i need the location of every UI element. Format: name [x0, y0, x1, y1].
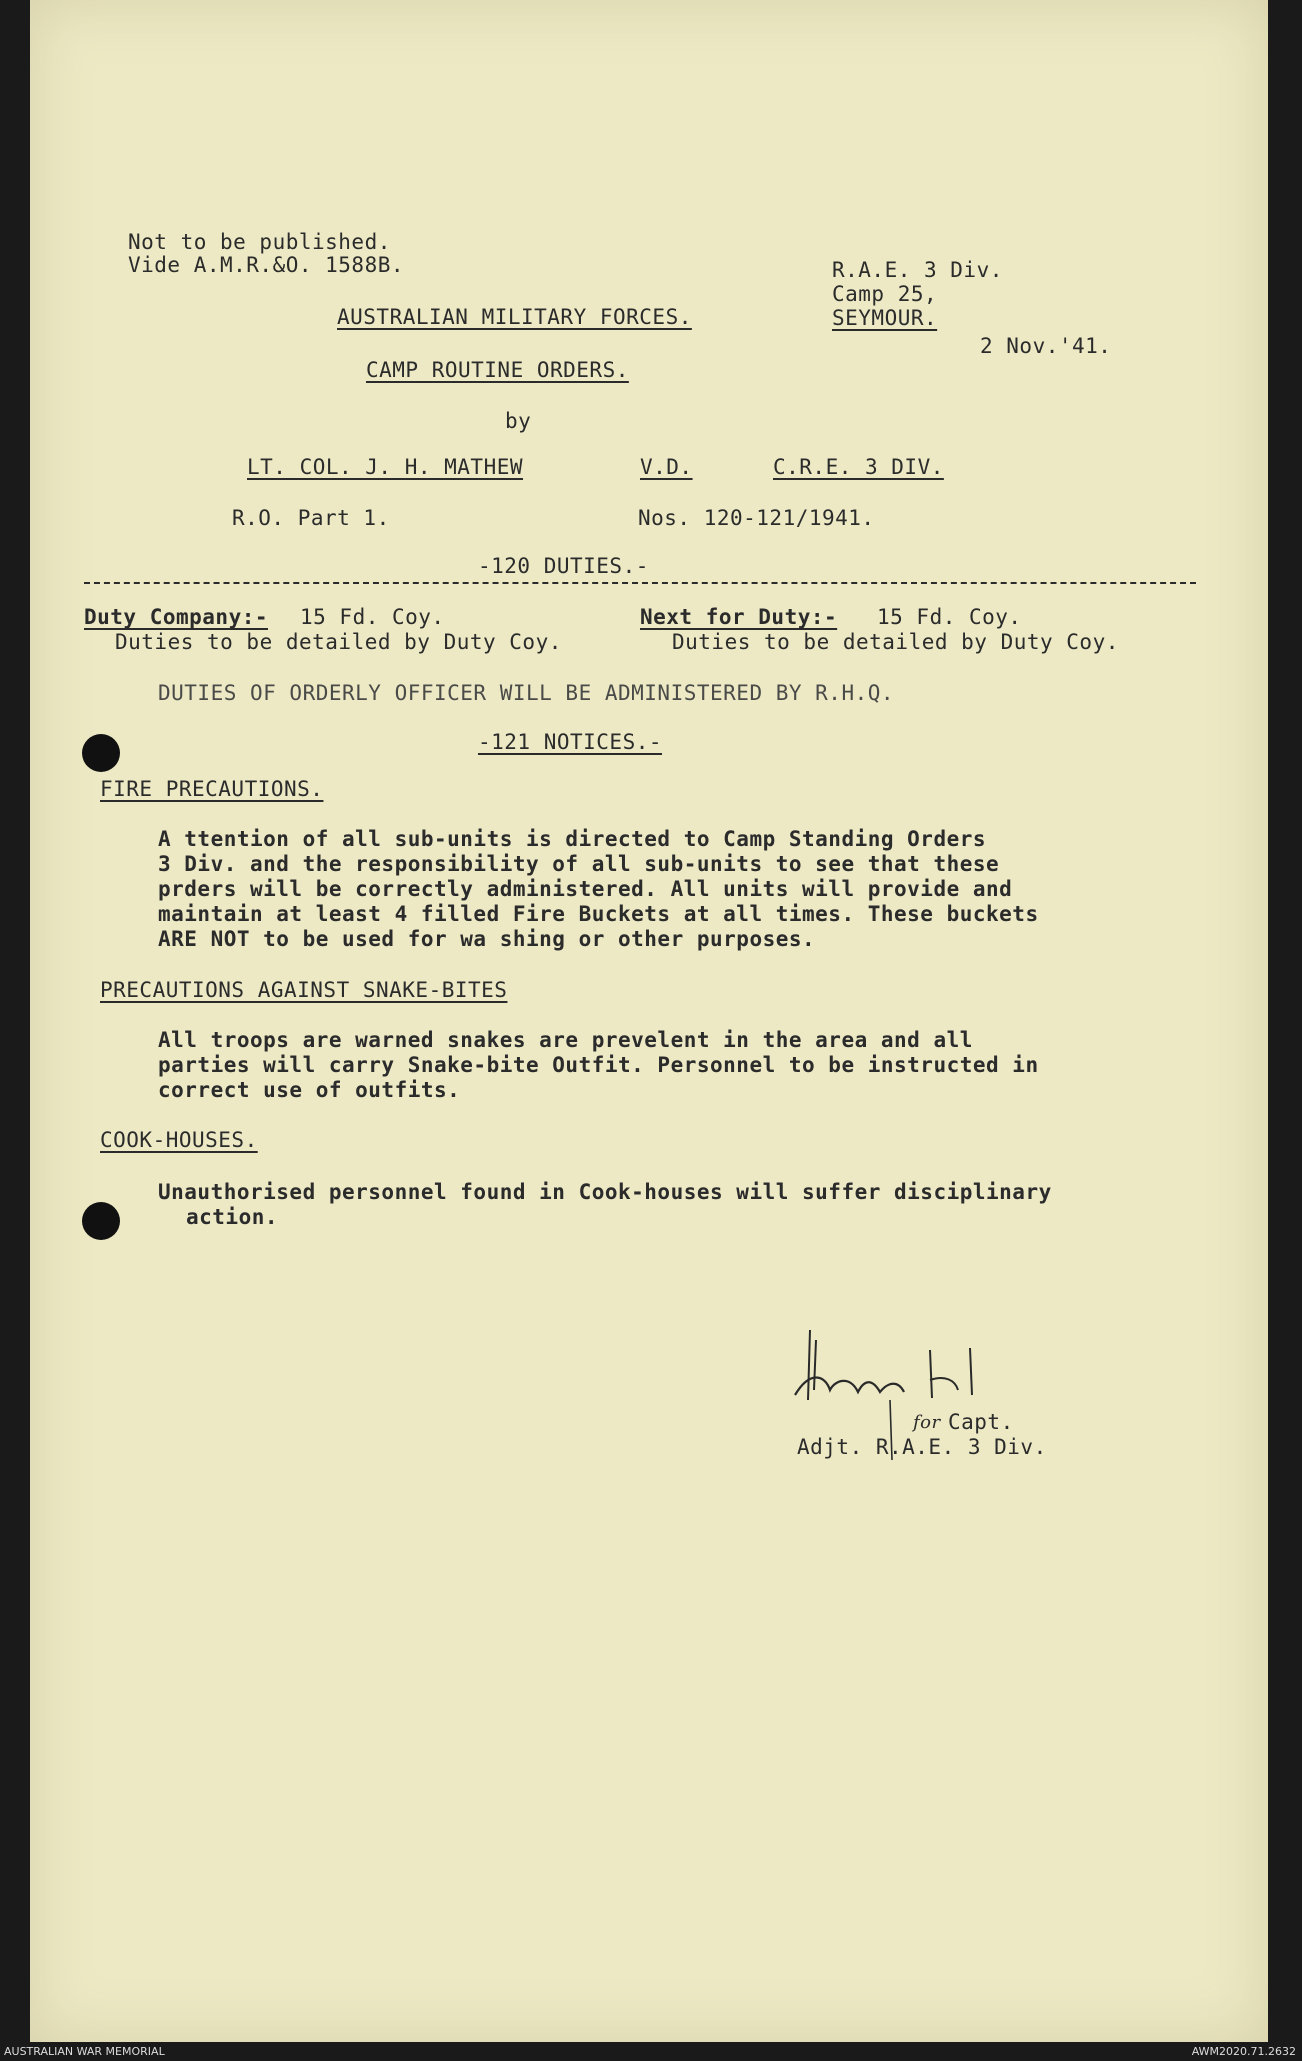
- orders-title: CAMP ROUTINE ORDERS.: [366, 358, 629, 382]
- fire-line: maintain at least 4 filled Fire Buckets at all times. These buckets: [158, 902, 1039, 926]
- camp-address: Camp 25,: [832, 282, 938, 306]
- duty-company-note: Duties to be detailed by Duty Coy.: [115, 630, 562, 654]
- signatory-rank: Capt.: [948, 1410, 1014, 1434]
- fire-line: A ttention of all sub-units is directed to Camp Standing Orders: [158, 827, 987, 851]
- orderly-officer-notice: DUTIES OF ORDERLY OFFICER WILL BE ADMINISTERED BY R.H.Q.: [158, 681, 895, 705]
- part-label: R.O. Part 1.: [232, 506, 390, 530]
- snake-line: All troops are warned snakes are prevelent in the area and all: [158, 1028, 973, 1052]
- officer-name: LT. COL. J. H. MATHEW: [247, 455, 524, 479]
- notices-heading: -121 NOTICES.-: [478, 730, 663, 754]
- duty-company-value: 15 Fd. Coy.: [300, 605, 445, 629]
- fire-line: ARE NOT to be used for wa shing or other purposes.: [158, 927, 816, 951]
- punch-hole-top: [82, 734, 120, 772]
- organisation-title: AUSTRALIAN MILITARY FORCES.: [337, 305, 692, 329]
- officer-appointment: C.R.E. 3 DIV.: [773, 455, 944, 479]
- order-numbers: Nos. 120-121/1941.: [638, 506, 875, 530]
- section-divider: [84, 582, 1196, 584]
- footer-institution: AUSTRALIAN WAR MEMORIAL: [4, 2045, 165, 2058]
- snake-line: correct use of outfits.: [158, 1078, 461, 1102]
- cook-line: action.: [186, 1205, 279, 1229]
- duties-heading: -120 DUTIES.-: [478, 554, 649, 578]
- cook-line: Unauthorised personnel found in Cook-houses will suffer disciplinary: [158, 1180, 1052, 1204]
- publication-notice: Not to be published.: [128, 230, 391, 254]
- by-line: by: [505, 409, 532, 433]
- snake-bites-heading: PRECAUTIONS AGAINST SNAKE-BITES: [100, 978, 508, 1002]
- fire-line: 3 Div. and the responsibility of all sub-units to see that these: [158, 852, 1000, 876]
- location-address: SEYMOUR.: [832, 306, 938, 330]
- document-date: 2 Nov.'41.: [980, 334, 1112, 358]
- signature-for: for: [913, 1412, 941, 1433]
- cook-houses-heading: COOK-HOUSES.: [100, 1128, 258, 1152]
- fire-line: prders will be correctly administered. All units will provide and: [158, 877, 1013, 901]
- signatory-appointment: Adjt. R.A.E. 3 Div.: [797, 1435, 1047, 1459]
- punch-hole-bottom: [82, 1202, 120, 1240]
- fire-precautions-heading: FIRE PRECAUTIONS.: [100, 777, 324, 801]
- regulation-reference: Vide A.M.R.&O. 1588B.: [128, 253, 405, 277]
- next-duty-value: 15 Fd. Coy.: [877, 605, 1022, 629]
- duty-company-label: Duty Company:-: [84, 605, 269, 629]
- unit-address: R.A.E. 3 Div.: [832, 258, 1003, 282]
- footer-accession-number: AWM2020.71.2632: [1191, 2045, 1296, 2058]
- next-duty-note: Duties to be detailed by Duty Coy.: [672, 630, 1119, 654]
- officer-decoration: V.D.: [640, 455, 693, 479]
- next-duty-label: Next for Duty:-: [640, 605, 838, 629]
- snake-line: parties will carry Snake-bite Outfit. Personnel to be instructed in: [158, 1053, 1039, 1077]
